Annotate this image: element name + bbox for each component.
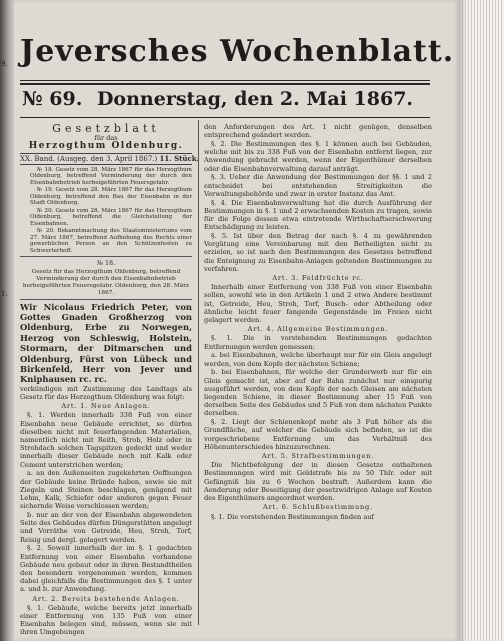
paragraph: den Anforderungen des Art. 1 nicht genügen, denselben entsprechend geändert werden. xyxy=(204,123,432,140)
issue-date: Donnerstag, den 2. Mai 1867. xyxy=(96,88,414,110)
band-line xyxy=(20,153,200,165)
law-number: № 18. xyxy=(96,259,116,268)
section-heading: Art. 3. Feldfrüchte rc. xyxy=(272,274,364,283)
paragraph: §. 1. Die in vorstehenden Bestimmungen gedachten Entfernungen werden gemessen: xyxy=(204,334,432,351)
paragraph: §. 1. Die vorstehenden Bestimmungen finden auf xyxy=(211,512,374,521)
book-binding xyxy=(0,0,14,641)
paragraph: a. bei Eisenbahnen, welche überhaupt nur für ein Gleis angelegt werden, von dem Kopfe der nächsten Schiene; xyxy=(204,351,432,368)
section-heading: Art. 4. Allgemeine Bestimmungen. xyxy=(247,325,389,334)
paragraph: b. bei Eisenbahnen, für welche der Grunderwerb nur für ein Gleis gemacht ist, aber auf der Bahn zunächst nur einspurig ausgeführt werden, von dem Kopfe der nach Gleisen am nächsten liegenden Schiene, in dieser Bestimmung aber 15 Fuß von derselben Seite des Gebäudes und 5 Fuß von dem nächsten Punkte derselben. xyxy=(204,368,432,418)
page-edges xyxy=(460,0,504,641)
toc-entry: № 19. Gesetz vom 28. März 1867 für das Herzogthum Oldenburg, betreffend den Bau der Eisenbahn in der Stadt Oldenburg. xyxy=(30,187,192,207)
binding-mark: 1. xyxy=(1,290,8,298)
paragraph: Innerhalb einer Entfernung von 338 Fuß von einer Eisenbahn sollen, sowohl wie in den Artikeln 1 und 2 etwa Andere bestimmt ist, Getreide, Heu, Stroh, Torf, Busch- oder Abtheilung oder ähnliche leicht feuer fangende Gegenstände im Freien nicht gelagert werden. xyxy=(204,283,432,325)
paragraph: §. 1. Werden innerhalb 338 Fuß von einer Eisenbahn neue Gebäude errichtet, so dürfen dieselben nicht mit feuerfangenden Materialien, namentlich nicht mit Reith, Stroh, Holz oder in Strohdach solchen Tagspitzen gedeckt und weder innerhalb dieser Gebäude noch mit Kalk oder Cement unterstrichen werden; xyxy=(20,411,192,469)
paragraph: §. 4. Die Eisenbahnverwaltung hat die durch Ausführung der Bestimmungen in §. 1 und 2 erwachsenden Kosten zu tragen, sowie für die Folge dessen etwa eintretende Wirthschaftserschwerung Entschädigung zu leisten. xyxy=(204,198,432,232)
band-piece: 11. Stück. xyxy=(159,153,200,163)
paragraph: §. 3. Ueber die Anwendung der Bestimmungen der §§. 1 und 2 entscheidet bei entstehenden Streitigkeiten die Verwaltungsbehörde und zwar in erster Instanz das Amt. xyxy=(204,173,432,198)
section-heading: Art. 6. Schlußbestimmung. xyxy=(263,503,373,512)
separator xyxy=(20,299,192,300)
masthead-rule xyxy=(20,80,430,81)
paragraph: §. 2. Die Bestimmungen des §. 1 können auch bei Gebäuden, welche mit bis zu 338 Fuß von der Eisenbahn entfernt liegen, zur Anwendung gebracht werden, wenn der Eigenthümer derselben oder die Eisenbahnverwaltung darauf anträgt. xyxy=(204,140,432,173)
paragraph: §. 5. Ist über den Betrag der nach §. 4 zu gewährenden Vergütung eine Vereinbarung mit den Betheiligten nicht zu erzielen, so ist nach den Bestimmungen des Gesetzes betreffend die Enteignung zu Eisenbahn-Anlagen geltenden Bestimmungen zu verfahren. xyxy=(204,232,432,273)
issue-rule xyxy=(20,117,430,118)
paragraph: b. nur an der von der Eisenbahn abgewendeten Seite des Gebäudes dürfen Düngerstätten angelegt und Vorräthe von Getreide, Heu, Stroh, Torf, Reisig und dergl. gelagert werden. xyxy=(20,511,193,544)
issue-number: № 69. xyxy=(22,88,83,110)
gesetzblatt-for: für das xyxy=(94,134,118,143)
enactment-clause: verkündigen mit Zustimmung des Landtags als Gesetz für das Herzogthum Oldenburg was folgt: xyxy=(20,384,192,401)
toc-entry: № 20. Bekanntmachung des Staatsministeriums vom 27. März 1867, betreffend Aufhebung des Rechts einer gewerblichen Person an den Schützenfesten zu Schwerterhoff. xyxy=(30,227,192,254)
left-body xyxy=(20,402,192,636)
binding-mark: 9. xyxy=(1,60,8,68)
toc-entry: № 18. Gesetz vom 28. März 1867 für das Herzogthum Oldenburg, betreffend Verminderung der durch den Eisenbahnbetrieb herbeigeführten Feuersgefahr. xyxy=(30,166,192,186)
masthead-rule-thick xyxy=(20,83,430,85)
paragraph: a. an den Außenseiten zugekehrten Oeffnungen der Gebäude keine Brände haben, sowie sie mit Ziegeln und Steinen beschlagen, genügend mit Lehm, Kalk, Schiefer oder anderen gegen Feuer sichernde Weise verschlossen werden; xyxy=(20,469,192,511)
right-column xyxy=(204,123,432,521)
separator xyxy=(20,256,192,257)
column-divider xyxy=(198,120,199,625)
paragraph: §. 2. Liegt der Schienenkopf mehr als 3 Fuß höher als die Grundfläche, auf welcher die Gebäude sich befinden, so ist die vorgeschriebene Entfernung um das Verhältniß des Höhenunterschiedes hinzuzurechnen. xyxy=(204,418,432,451)
band-info: XX. Band. (Ausgeg. den 3. April 1867.) xyxy=(20,154,158,163)
paragraph: Die Nichtbefolgung der in diesen Gesetze enthaltenen Bestimmungen wird mit Geldstrafe bis zu 50 Thlr. oder mit Gefängniß bis zu 6 Wochen bestraft. Außerdem kann die Aenderung oder Beseitigung der gesetzwidrigen Anlage auf Kosten des Eigenthümers angeordnet werden. xyxy=(204,461,432,503)
left-column xyxy=(20,122,200,637)
section-heading: Art. 2. Bereits bestehende Anlagen. xyxy=(32,594,180,603)
issue-line xyxy=(22,88,430,110)
toc-entry: № 20. Gesetz vom 28. März 1867 für das Herzogthum Oldenburg, betreffend die Gleichstellung der Eisenbahnen. xyxy=(30,207,192,227)
sovereign-title: Wir Nicolaus Friedrich Peter, von Gottes Gnaden Großherzog von Oldenburg, Erbe zu Norwegen, Herzog von Schleswig, Holstein, Stormarn, der Ditmarschen und Oldenburg, Fürst von Lübeck und Birkenfeld, Herr von Jever und Kniphausen rc. rc. xyxy=(20,301,192,385)
paragraph: §. 1. Gebäude, welche bereits jetzt innerhalb einer Entfernung von 135 Fuß von einer Eisenbahn belegen sind, müssen, wenn sie mit ihren Umgebungen xyxy=(20,603,192,637)
paragraph: §. 2. Soweit innerhalb der im §. 1 gedachten Entfernung von einer Eisenbahn vorhandene Gebäude neu gebaut oder in ihren Bestandtheilen den besondern vorgenommen werden, kommen dabei gleichfalls die Bestimmungen des §. 1 unter a. und b. zur Anwendung. xyxy=(20,544,192,594)
section-heading: Art. 5. Strafbestimmungen. xyxy=(261,452,375,461)
masthead-title: Jeversches Wochenblatt. xyxy=(20,34,455,69)
gesetzblatt-title: Gesetzblatt xyxy=(52,122,160,135)
gesetzblatt-state: Herzogthum Oldenburg. xyxy=(28,141,184,152)
law-heading: Gesetz für das Herzogthum Oldenburg, betreffend Verminderung der durch den Eisenbahnbetrieb herbeigeführten Feuersgefahr. Oldenburg, den 28. März 1867. xyxy=(22,268,190,296)
section-heading: Art. 1. Neue Anlagen. xyxy=(61,402,151,411)
